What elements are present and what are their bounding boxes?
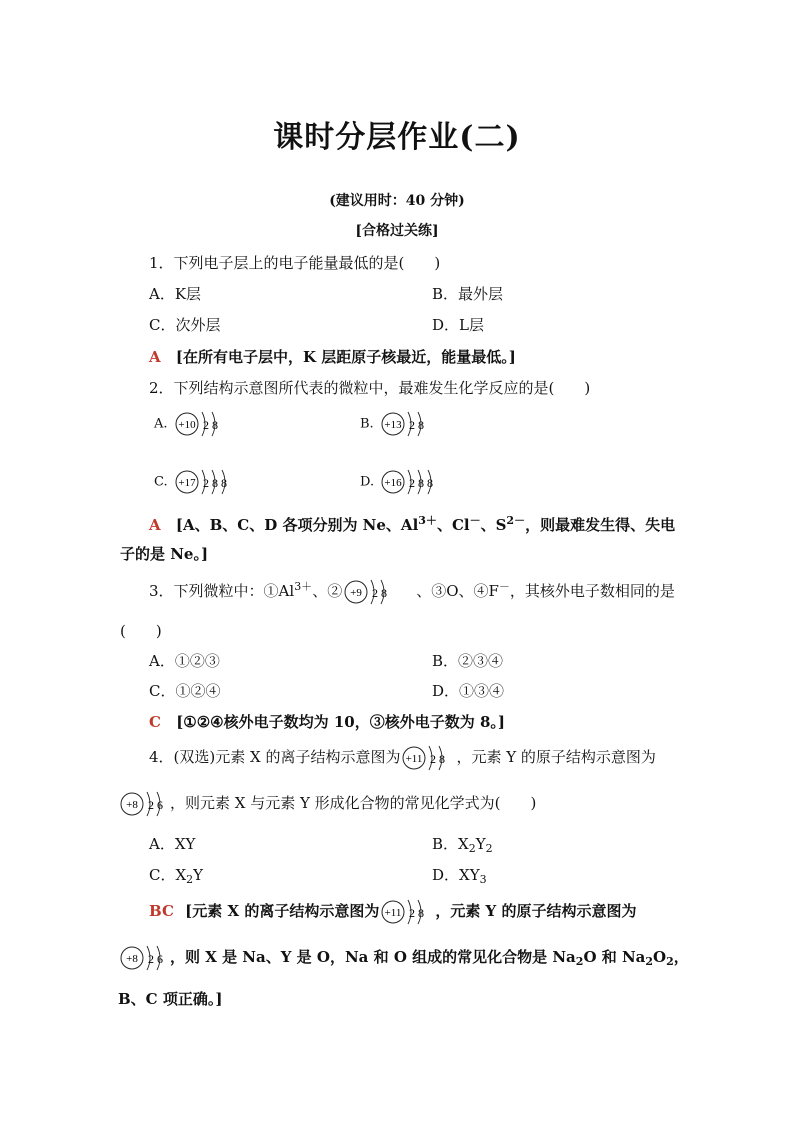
q4-subscript: 2 — [485, 842, 493, 855]
q3-stem-part: 、② — [312, 582, 343, 600]
q4-answer-part: O 和 Na — [583, 948, 646, 966]
q2-option-c — [154, 466, 263, 498]
q4-option-part: Y — [475, 835, 486, 853]
q4-option-d — [432, 864, 487, 886]
q2-c-label: C. — [154, 474, 168, 490]
q3-option-a: A．①②③ — [149, 652, 220, 670]
q1-option-c: C．次外层 — [149, 316, 221, 334]
q4-answer-subscript: 2 — [575, 955, 584, 968]
q3-stem-part: 3．下列微粒中：①Al — [149, 582, 295, 600]
q2-c-electrons: 2 8 8 — [202, 476, 227, 490]
q4-stem — [149, 742, 656, 774]
q4-answer-subscript: 2 — [666, 955, 674, 968]
q2-b-nucleus: +13 — [384, 419, 402, 431]
q4-y-electrons: 2 6 — [148, 798, 163, 812]
q2-answer-charge: 3＋ — [418, 514, 437, 527]
q4-stem-part: ，元素 Y 的原子结构示意图为 — [456, 748, 656, 766]
q4-option-part: C．X — [149, 866, 187, 884]
q2-answer-charge: 2－ — [506, 514, 526, 527]
q3-stem-line2: ( ) — [120, 622, 162, 640]
q3-answer-letter: C — [149, 713, 161, 731]
q2-c-structure-diagram — [173, 466, 263, 498]
q1-option-a: A．K层 — [149, 285, 202, 303]
q4-option-a: A．XY — [149, 835, 196, 853]
q2-d-electrons: 2 8 8 — [409, 476, 434, 490]
q4-stem-part: 4．(双选)元素 X 的离子结构示意图为 — [149, 748, 401, 766]
q2-b-electrons: 2 8 — [408, 418, 424, 432]
q4-y-structure-diagram — [118, 788, 170, 820]
q4-answer-y-nucleus: +8 — [126, 953, 138, 965]
q1-option-b: B．最外层 — [432, 285, 504, 303]
q2-stem: 2．下列结构示意图所代表的微粒中，最难发生化学反应的是( ) — [149, 379, 591, 397]
q3-charge: － — [498, 580, 510, 593]
section-heading: [合格过关练] — [355, 223, 439, 239]
q1-stem: 1．下列电子层上的电子能量最低的是( ) — [149, 254, 441, 272]
q2-answer-part: 、Cl — [436, 516, 470, 534]
q2-d-nucleus: +16 — [384, 477, 402, 489]
q2-answer-part: [A、B、C、D 各项分别为 Ne、Al — [175, 516, 419, 534]
q1-answer-letter: A — [149, 348, 161, 366]
q4-answer-subscript: 2 — [645, 955, 654, 968]
q4-answer-line3: B、C 项正确。] — [118, 990, 223, 1008]
q4-answer-text — [185, 902, 636, 920]
q1-answer — [149, 346, 516, 367]
q4-answer-x-electrons: 2 8 — [409, 906, 425, 920]
q2-answer-part: 、S — [480, 516, 507, 534]
q4-option-c — [149, 864, 203, 886]
q2-b-label: B. — [360, 416, 374, 432]
q2-a-nucleus: +10 — [178, 419, 196, 431]
q4-answer-part: ，元素 Y 的原子结构示意图为 — [435, 902, 637, 920]
q2-answer-charge: － — [469, 514, 481, 527]
q4-answer-y-diagram — [118, 942, 170, 974]
q2-d-structure-diagram — [379, 466, 469, 498]
q2-b-structure-diagram — [379, 408, 459, 440]
q1-answer-text: [在所有电子层中，K 层距原子核最近，能量最低。] — [175, 348, 516, 366]
q2-option-d — [360, 466, 469, 498]
q4-answer-x-nucleus: +11 — [384, 907, 402, 919]
q4-x-structure-diagram — [400, 742, 456, 774]
q4-y-nucleus: +8 — [126, 799, 138, 811]
q2-answer-letter: A — [149, 516, 161, 534]
q4-answer-part: O — [653, 948, 667, 966]
q4-answer-part: ，则 X 是 Na、Y 是 O，Na 和 O 组成的常见化合物是 Na — [170, 948, 576, 966]
q3-option-d: D．①③④ — [432, 682, 505, 700]
q3-stem-part: ，其核外电子数相同的是 — [509, 582, 675, 600]
q4-option-part: D．XY — [432, 866, 480, 884]
q4-subscript: 3 — [479, 873, 487, 886]
q4-answer — [149, 896, 636, 928]
q2-answer-line2: 子的是 Ne。] — [120, 545, 209, 563]
q3-option-b: B．②③④ — [432, 652, 504, 670]
q2-option-b — [360, 408, 459, 440]
q4-option-part: Y — [193, 866, 204, 884]
q4-subscript: 2 — [186, 873, 194, 886]
q4-x-nucleus: +11 — [406, 753, 423, 765]
q2-a-label: A. — [154, 416, 168, 432]
q4-answer-line2 — [118, 942, 689, 974]
q4-stem-line2 — [118, 788, 536, 820]
q4-stem-part: ，则元素 X 与元素 Y 形成化合物的常见化学式为( ) — [170, 794, 537, 812]
q2-c-nucleus: +17 — [178, 477, 196, 489]
q4-option-b — [432, 833, 493, 855]
time-note: (建议用时：40 分钟) — [329, 193, 465, 209]
q2-a-structure-diagram — [173, 408, 253, 440]
q4-subscript: 2 — [468, 842, 476, 855]
q1-option-d: D．L层 — [432, 316, 484, 334]
q2-d-label: D. — [360, 474, 375, 490]
q4-x-electrons: 2 8 — [430, 752, 446, 766]
q3-answer — [149, 711, 505, 732]
q4-answer-y-electrons: 2 6 — [148, 952, 163, 966]
q4-answer-x-diagram — [379, 896, 435, 928]
q3-stem — [149, 576, 675, 608]
page-title: 课时分层作业(二) — [273, 120, 521, 155]
q4-answer-part: ， — [673, 948, 689, 966]
q4-option-part: B．X — [432, 835, 469, 853]
q2-answer — [149, 512, 675, 535]
q3-answer-text: [①②④核外电子数均为 10，③核外电子数为 8。] — [176, 713, 505, 731]
q2-answer-text — [176, 516, 675, 534]
q3-structure-diagram — [342, 576, 416, 608]
q4-answer-letter: BC — [149, 902, 174, 920]
q2-a-electrons: 2 8 — [202, 418, 218, 432]
q3-option-c: C．①②④ — [149, 682, 221, 700]
q3-stem-part: 、③O、④F — [416, 582, 499, 600]
q4-answer-part: [元素 X 的离子结构示意图为 — [185, 902, 380, 920]
q3-electrons: 2 8 — [372, 586, 388, 600]
q2-answer-part: ，则最难发生得、失电 — [525, 516, 676, 534]
q3-charge: 3＋ — [294, 580, 313, 593]
q2-option-a — [154, 408, 253, 440]
q3-nucleus: +9 — [350, 587, 363, 599]
